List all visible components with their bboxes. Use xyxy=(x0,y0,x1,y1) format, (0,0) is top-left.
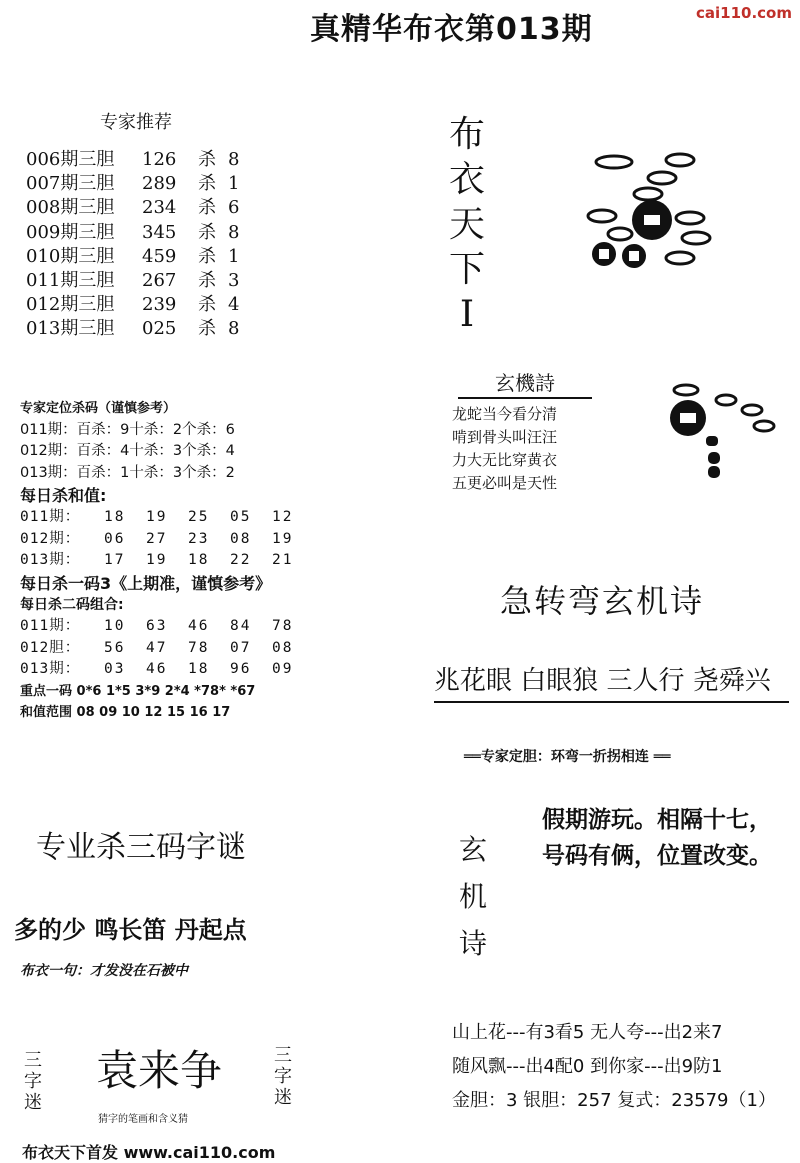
expert-row: 013期三胆 025 杀 8 xyxy=(26,318,240,340)
buyi-sentence: 布衣一句：才发没在石被中 xyxy=(20,963,188,979)
key-code-line: 重点一码 0*6 1*5 3*9 2*4 *78* *67 xyxy=(20,683,256,699)
coin-chain-icon xyxy=(660,380,780,480)
coin-chain-icon xyxy=(580,148,720,278)
hint-block xyxy=(452,1016,776,1118)
daily-one-code: 每日杀一码3《上期准，谨慎参考》 xyxy=(20,573,272,593)
riddle-vertical-right: 三 字 迷 xyxy=(274,1045,292,1108)
expert-dan-line: ══专家定胆：环弯一折拐相连 ══ xyxy=(464,749,671,765)
daily-two-row: 012胆： 56 47 78 07 08 xyxy=(20,639,294,656)
expert-row: 008期三胆 234 杀 6 xyxy=(26,197,240,219)
expert-row: 012期三胆 239 杀 4 xyxy=(26,294,240,316)
xuanji-vertical-title: 玄 机 诗 xyxy=(458,833,487,960)
hint-line: 金胆：3 银胆：257 复式：23579（1） xyxy=(452,1090,776,1111)
xuanji-line: 号码有俩，位置改变。 xyxy=(542,843,772,869)
poem-line: 力大无比穿黄衣 xyxy=(452,451,558,469)
daily-two-row: 011期： 10 63 46 84 78 xyxy=(20,618,294,634)
expert-row: 011期三胆 267 杀 3 xyxy=(26,270,240,292)
xuanji-line: 假期游玩。相隔十七， xyxy=(542,807,772,833)
expert-row: 009期三胆 345 杀 8 xyxy=(26,221,240,243)
riddle-title: 专业杀三码字谜 xyxy=(36,830,246,865)
daily-two-heading: 每日杀二码组合: xyxy=(20,596,124,613)
poem-line: 五更必叫是天性 xyxy=(452,474,558,492)
poem-title: 玄機詩 xyxy=(458,372,592,399)
kill-code-section xyxy=(20,398,314,723)
four-phrases: 兆花眼 白眼狼 三人行 尧舜兴 xyxy=(434,660,789,703)
riddle-big-text: 袁来争 xyxy=(96,1046,223,1095)
riddle-vertical-left: 三 字 迷 xyxy=(24,1050,42,1113)
position-row: 011期：百杀：9十杀：2个杀：6 xyxy=(20,421,235,438)
xuanji-text xyxy=(542,802,772,874)
expert-title: 专家推荐 xyxy=(100,112,172,133)
poem-line: 龙蛇当今看分清 xyxy=(452,405,558,423)
expert-row: 006期三胆 126 杀 8 xyxy=(26,149,240,170)
footer-credit: 布衣天下首发 www.cai110.com xyxy=(22,1143,276,1162)
daily-two-row: 013期： 03 46 18 96 09 xyxy=(20,661,294,677)
poem-box xyxy=(452,372,598,495)
daily-sum-heading: 每日杀和值: xyxy=(20,486,107,505)
position-row: 013期：百杀：1十杀：3个杀：2 xyxy=(20,464,235,481)
hint-line: 山上花---有3看5 无人夸---出2来7 xyxy=(452,1022,723,1043)
poem-line: 啃到骨头叫汪汪 xyxy=(452,428,558,446)
sum-range-line: 和值范围 08 09 10 12 15 16 17 xyxy=(20,704,231,720)
expert-list xyxy=(26,148,239,342)
daily-sum-row: 012期： 06 27 23 08 19 xyxy=(20,530,294,547)
expert-row: 007期三胆 289 杀 1 xyxy=(26,173,240,195)
daily-sum-row: 011期： 18 19 25 05 12 xyxy=(20,509,294,525)
position-heading: 专家定位杀码（谨慎参考） xyxy=(20,401,177,416)
buyi-vertical-title: 布 衣 天 下 I xyxy=(448,114,485,335)
hint-line: 随风飘---出4配0 到你家---出9防1 xyxy=(452,1056,723,1077)
riddle-line: 多的少 鸣长笛 丹起点 xyxy=(14,916,247,944)
riddle-caption: 猜字的笔画和含义猜 xyxy=(98,1114,188,1125)
expert-row: 010期三胆 459 杀 1 xyxy=(26,245,240,267)
daily-sum-row: 013期： 17 19 18 22 21 xyxy=(20,552,294,568)
riddle-poem-title: 急转弯玄机诗 xyxy=(500,582,705,620)
position-row: 012期：百杀：4十杀：3个杀：4 xyxy=(20,443,235,459)
site-watermark: cai110.com xyxy=(696,4,792,22)
page-title: 真精华布衣第013期 xyxy=(310,12,593,47)
